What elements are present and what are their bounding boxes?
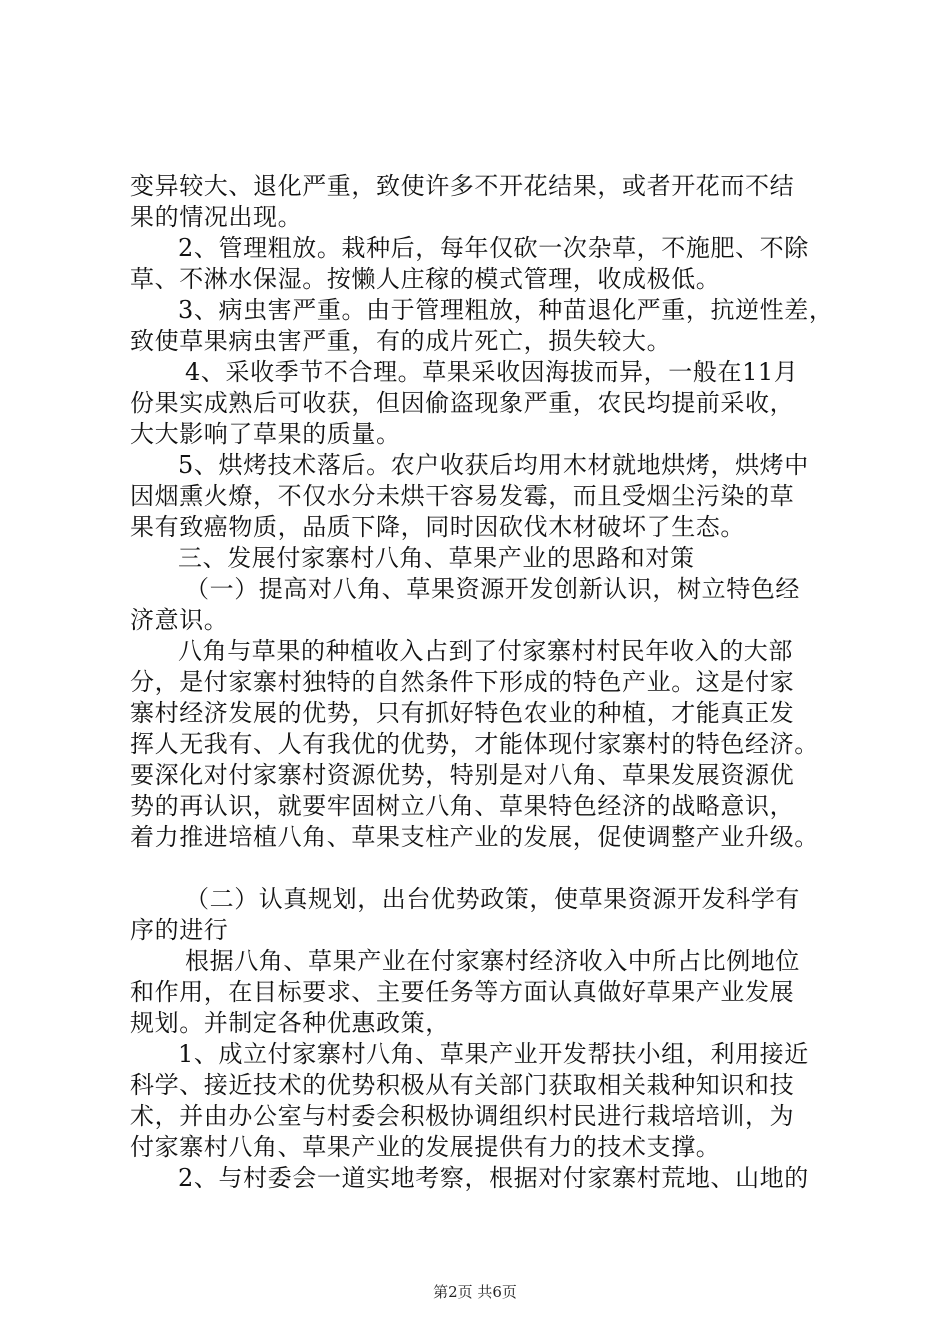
paragraph (130, 357, 830, 450)
text-line: 2、管理粗放。栽种后，每年仅砍一次杂草，不施肥、不除 (178, 234, 809, 262)
text-line: 势的再认识，就要牢固树立八角、草果特色经济的战略意识， (130, 792, 795, 820)
text-line: 要深化对付家寨村资源优势，特别是对八角、草果发展资源优 (130, 761, 795, 789)
text-line: 草、不淋水保湿。按懒人庄稼的模式管理，收成极低。 (130, 265, 721, 293)
paragraph (130, 295, 834, 357)
text-line: 根据八角、草果产业在付家寨村经济收入中所占比例地位 (185, 947, 800, 975)
blank-line (130, 853, 830, 884)
text-line: 份果实成熟后可收获，但因偷盗现象严重，农民均提前采收， (130, 389, 795, 417)
section-heading (130, 543, 830, 574)
text-line: 科学、接近技术的优势积极从有关部门获取相关栽种知识和技 (130, 1071, 795, 1099)
text-line: 和作用，在目标要求、主要任务等方面认真做好草果产业发展 (130, 978, 795, 1006)
text-line: 1、成立付家寨村八角、草果产业开发帮扶小组，利用接近 (178, 1040, 809, 1068)
text-line: 3、病虫害严重。由于管理粗放，种苗退化严重，抗逆性差， (178, 296, 834, 324)
text-line: 大大影响了草果的质量。 (130, 420, 401, 448)
text-line: （二）认真规划，出台优势政策，使草果资源开发科学有 (185, 885, 800, 913)
text-line: 5、烘烤技术落后。农户收获后均用木材就地烘烤，烘烤中 (178, 451, 809, 479)
text-line: （一）提高对八角、草果资源开发创新认识，树立特色经 (185, 575, 800, 603)
text-line: 术，并由办公室与村委会积极协调组织村民进行栽培培训，为 (130, 1102, 795, 1130)
text-line: 挥人无我有、人有我优的优势，才能体现付家寨村的特色经济。 (130, 730, 819, 758)
text-line: 4、采收季节不合理。草果采收因海拔而异，一般在11月 (185, 358, 799, 386)
text-line: 分，是付家寨村独特的自然条件下形成的特色产业。这是付家 (130, 668, 795, 696)
paragraph (130, 946, 830, 1039)
paragraph (130, 450, 830, 543)
paragraph (130, 171, 830, 233)
text-line: 规划。并制定各种优惠政策， (130, 1009, 450, 1037)
text-line: 果有致癌物质，品质下降，同时因砍伐木材破坏了生态。 (130, 513, 745, 541)
text-line: 八角与草果的种植收入占到了付家寨村村民年收入的大部 (178, 637, 793, 665)
text-line: 果的情况出现。 (130, 203, 303, 231)
document-body (130, 171, 834, 1194)
text-line: 变异较大、退化严重，致使许多不开花结果，或者开花而不结 (130, 172, 795, 200)
text-line: 付家寨村八角、草果产业的发展提供有力的技术支撑。 (130, 1133, 721, 1161)
text-line: 致使草果病虫害严重，有的成片死亡，损失较大。 (130, 327, 672, 355)
paragraph (130, 1039, 830, 1163)
text-line: 寨村经济发展的优势，只有抓好特色农业的种植，才能真正发 (130, 699, 795, 727)
paragraph (130, 636, 830, 853)
subsection-heading (130, 884, 830, 946)
text-line: 2、与村委会一道实地考察，根据对付家寨村荒地、山地的 (178, 1164, 809, 1192)
paragraph (130, 1163, 830, 1194)
text-line: 着力推进培植八角、草果支柱产业的发展，促使调整产业升级。 (130, 823, 819, 851)
text-line: 序的进行 (130, 916, 229, 944)
text-line: 因烟熏火燎，不仅水分未烘干容易发霉，而且受烟尘污染的草 (130, 482, 795, 510)
page-number-footer: 第2页 共6页 (433, 1283, 517, 1301)
text-line: 三、发展付家寨村八角、草果产业的思路和对策 (178, 544, 695, 572)
text-line: 济意识。 (130, 606, 229, 634)
paragraph (130, 233, 830, 295)
subsection-heading (130, 574, 830, 636)
